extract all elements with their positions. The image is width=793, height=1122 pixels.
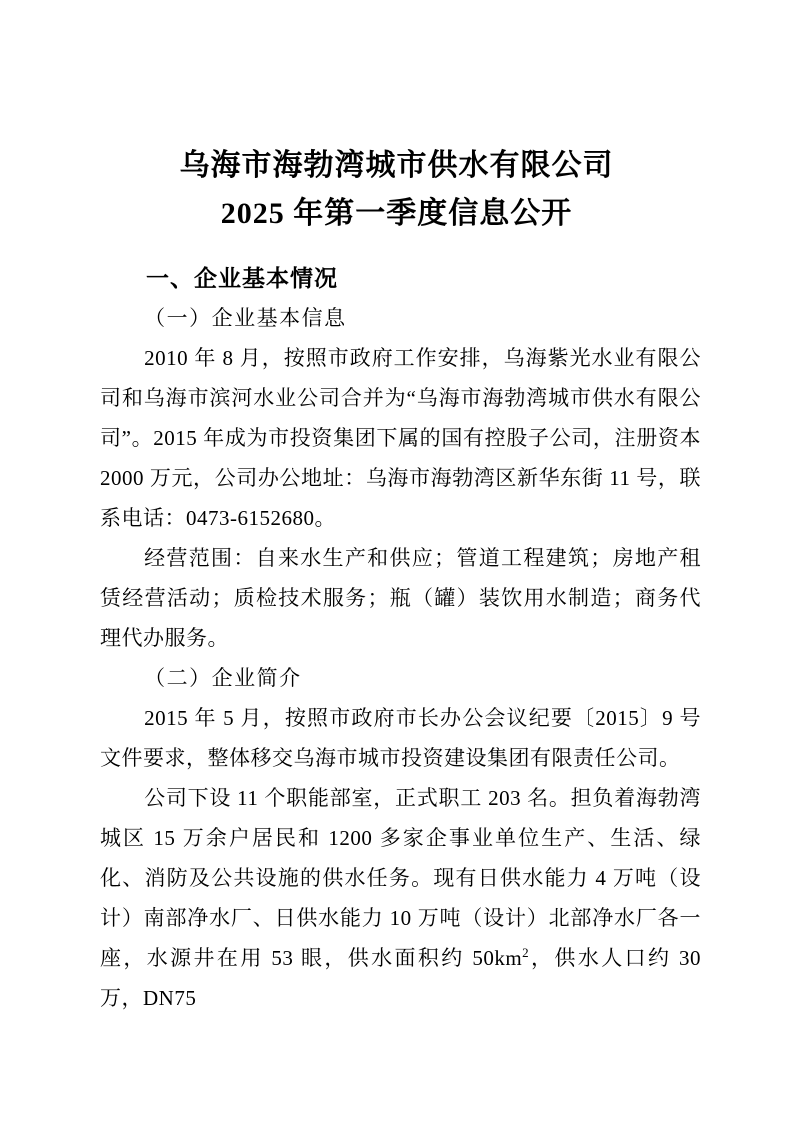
paragraph-company-intro-2-tail: ，供水人口约 30 万，DN75 [100,946,701,1010]
subsection-heading-1-1: （一）企业基本信息 [144,306,347,330]
document-title [0,0,793,238]
superscript-km2: 2 [522,945,530,960]
paragraph-company-intro-2-text: 公司下设 11 个职能部室，正式职工 203 名。担负着海勃湾城区 15 万余户居民和 1200 多家企事业单位生产、生活、绿化、消防及公共设施的供水任务。现有日供水能力 4 万吨（设计）南部净水厂、日供水能力 10 万吨（设计）北部净水厂各一座，水源井在用 53 眼，供水面积约 50km [100,786,701,970]
subsection-heading-1-2: （二）企业简介 [144,666,302,690]
paragraph-company-intro-2 [100,778,701,1018]
section-heading-1: 一、企业基本情况 [146,265,338,291]
paragraph-basic-info-1: 2010 年 8 月，按照市政府工作安排，乌海紫光水业有限公司和乌海市滨河水业公司合并为“乌海市海勃湾城市供水有限公司”。2015 年成为市投资集团下属的国有控股子公司，注册资本 2000 万元，公司办公地址：乌海市海勃湾区新华东街 11 号，联系电话：0473-6152680。 [100,346,701,530]
document-title-line1: 乌海市海勃湾城市供水有限公司 [179,149,614,182]
document-title-line2: 2025 年第一季度信息公开 [220,197,573,230]
document-body [100,258,701,1018]
paragraph-business-scope: 经营范围：自来水生产和供应；管道工程建筑；房地产租赁经营活动；质检技术服务；瓶（罐）装饮用水制造；商务代理代办服务。 [100,546,701,650]
paragraph-company-intro-1: 2015 年 5 月，按照市政府市长办公会议纪要〔2015〕9 号文件要求，整体移交乌海市城市投资建设集团有限责任公司。 [100,706,701,770]
